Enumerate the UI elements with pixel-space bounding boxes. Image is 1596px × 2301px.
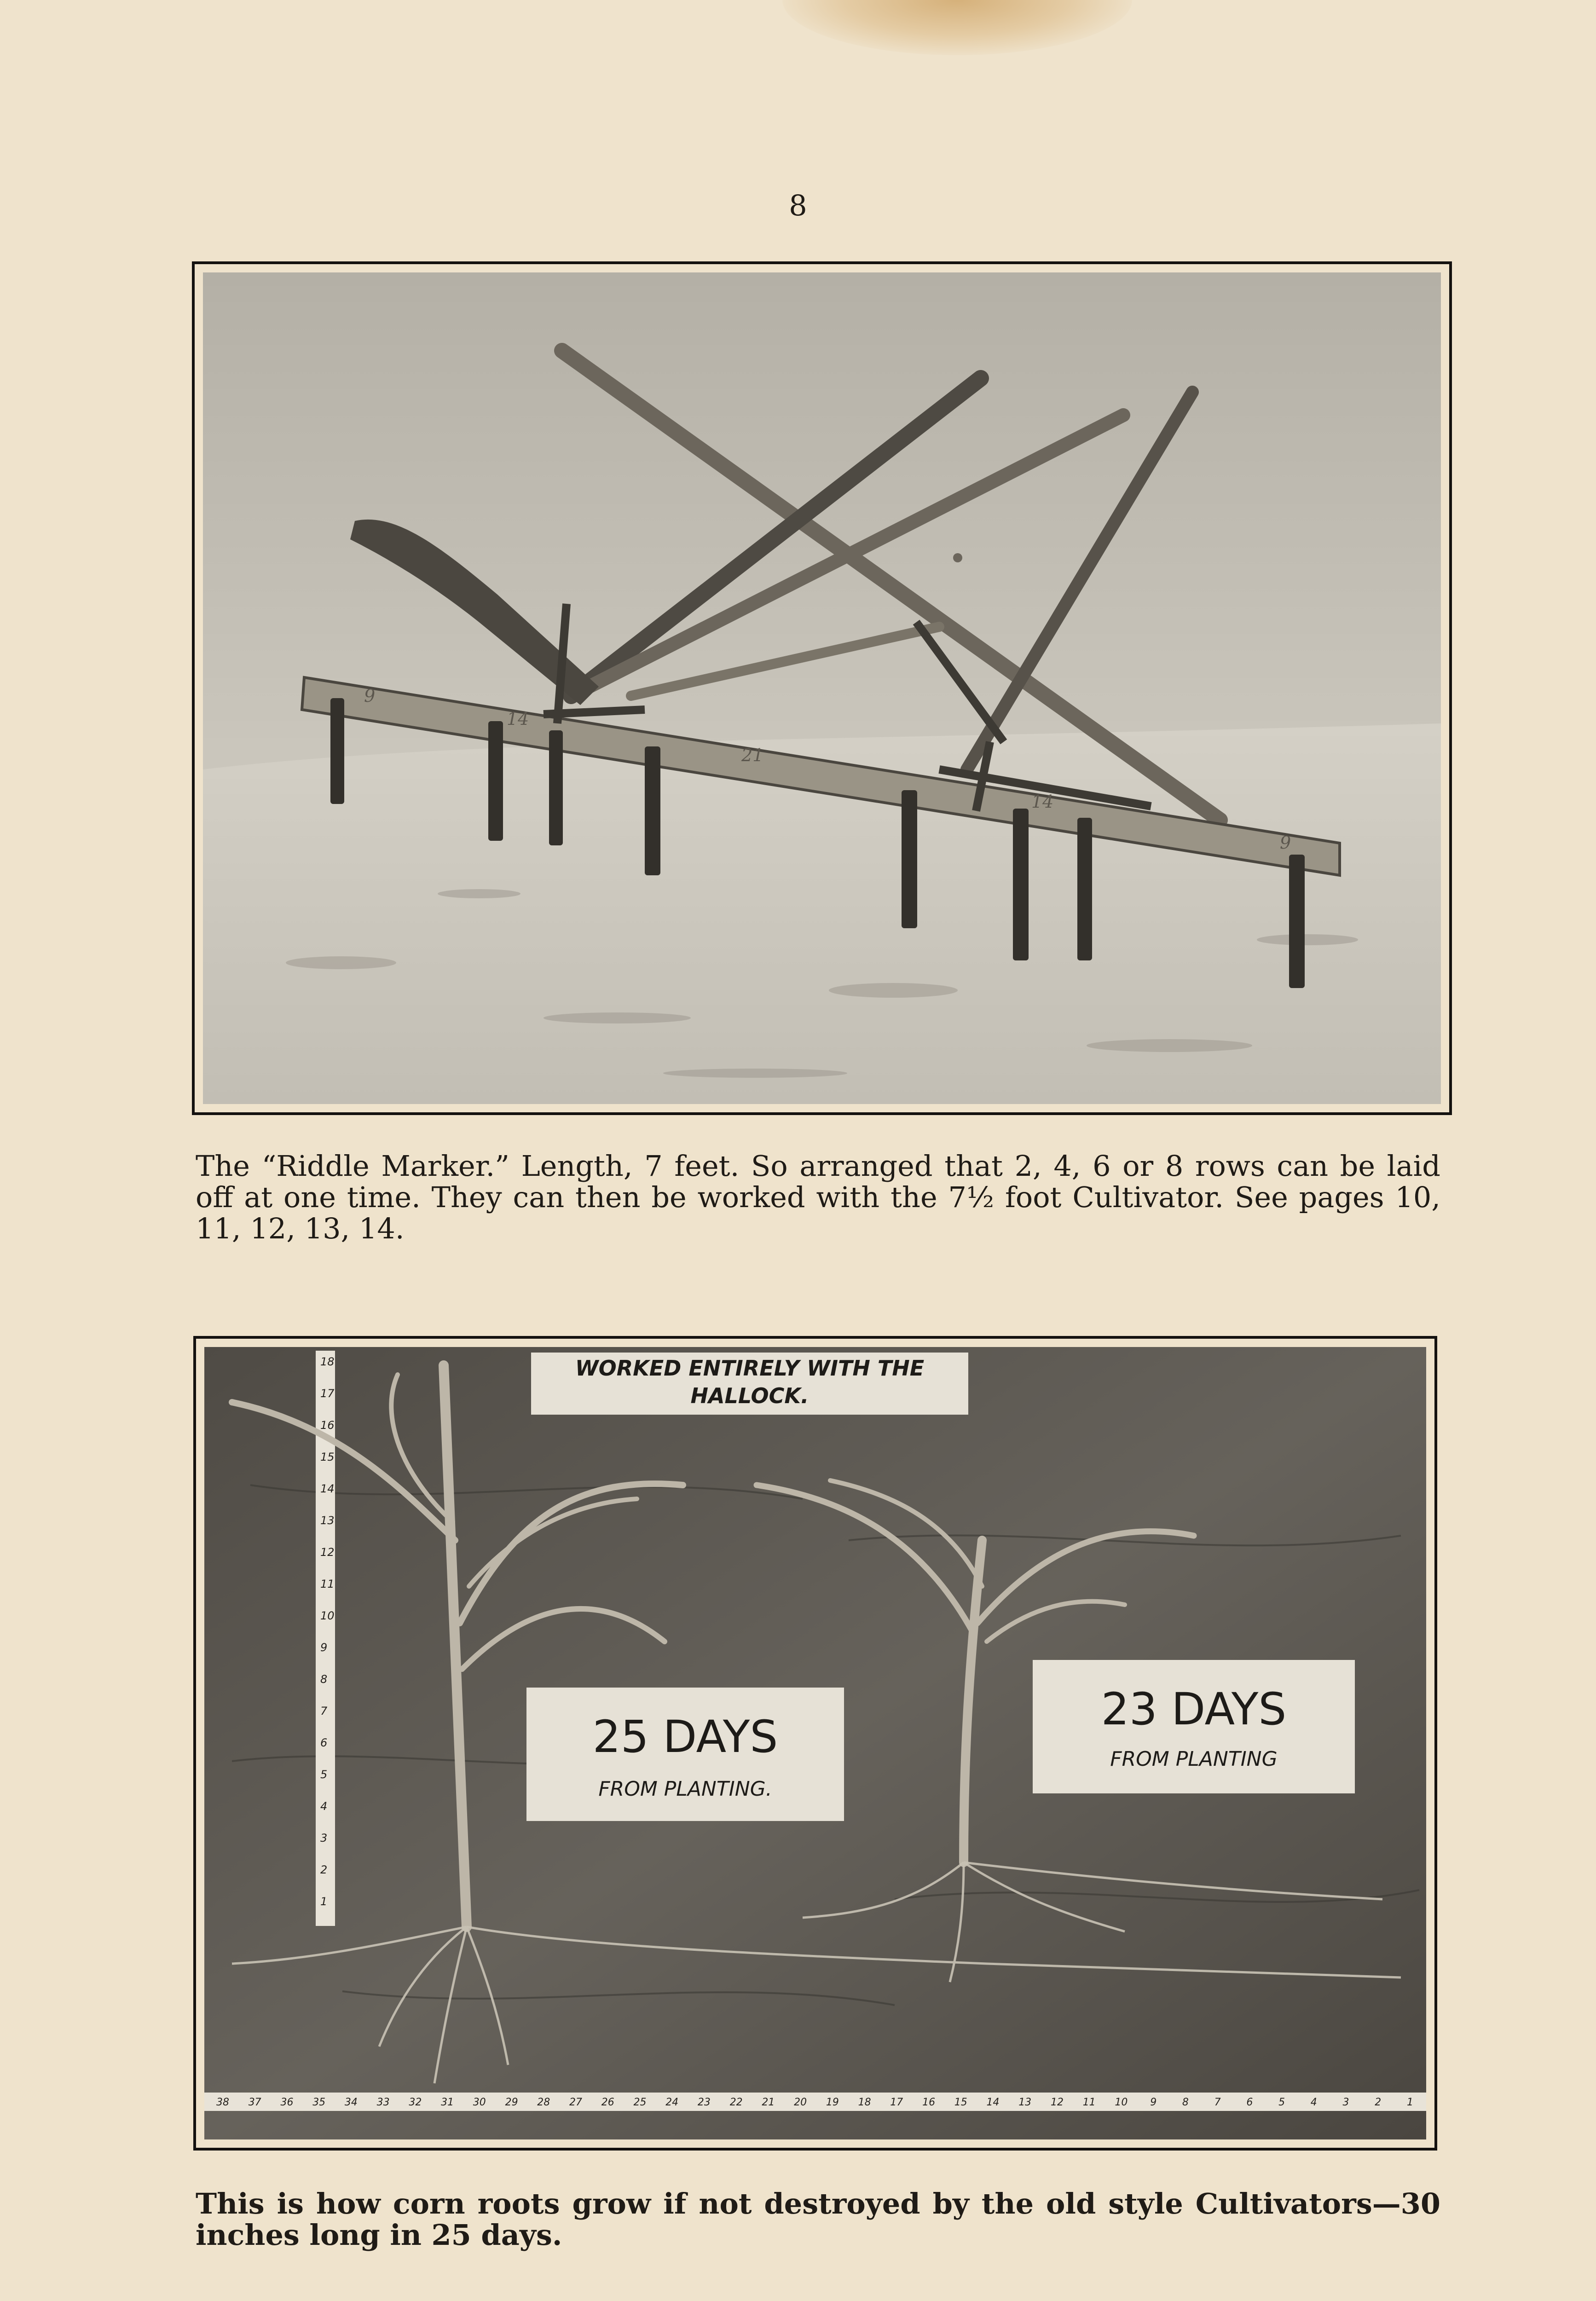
vruler-tick-12: 12 xyxy=(320,1546,335,1559)
hruler-tick-8: 8 xyxy=(1182,2097,1189,2108)
vruler-tick-1: 1 xyxy=(320,1895,328,1908)
corn-roots-photo xyxy=(193,1336,1437,2151)
sign-25-days-big: 25 DAYS xyxy=(592,1711,778,1763)
sign-worked-line2: HALLOCK. xyxy=(690,1383,809,1408)
hruler-tick-10: 10 xyxy=(1115,2097,1128,2108)
hruler-tick-5: 5 xyxy=(1278,2097,1285,2108)
hruler-tick-9: 9 xyxy=(1150,2097,1157,2108)
hruler-tick-11: 11 xyxy=(1082,2097,1096,2108)
vruler-tick-11: 11 xyxy=(320,1578,335,1590)
beam-mark-1: 9 xyxy=(364,686,376,706)
hruler-tick-15: 15 xyxy=(954,2097,967,2108)
hruler-tick-33: 33 xyxy=(376,2097,390,2108)
hruler-tick-36: 36 xyxy=(280,2097,294,2108)
hruler-tick-27: 27 xyxy=(569,2097,582,2108)
vruler-tick-18: 18 xyxy=(320,1355,335,1368)
hruler-tick-32: 32 xyxy=(409,2097,422,2108)
sign-23-days-big: 23 DAYS xyxy=(1101,1683,1287,1735)
vruler-tick-15: 15 xyxy=(320,1451,335,1463)
sign-25-days-small: FROM PLANTING. xyxy=(598,1777,772,1801)
hruler-tick-23: 23 xyxy=(697,2097,711,2108)
hruler-tick-29: 29 xyxy=(505,2097,518,2108)
hruler-tick-31: 31 xyxy=(441,2097,454,2108)
hruler-tick-6: 6 xyxy=(1246,2097,1253,2108)
hruler-tick-30: 30 xyxy=(473,2097,486,2108)
riddle-marker-caption: The “Riddle Marker.” Length, 7 feet. So arranged that 2, 4, 6 or 8 rows can be laid off at one time. They can then be worked with the 7½ foot Cultivator. See pages 10, 11, 12, 13, 14. xyxy=(196,1149,1440,1245)
vruler-tick-9: 9 xyxy=(320,1641,328,1654)
hruler-tick-24: 24 xyxy=(665,2097,679,2108)
hruler-tick-19: 19 xyxy=(826,2097,839,2108)
hruler-tick-22: 22 xyxy=(729,2097,743,2108)
beam-mark-4: 14 xyxy=(1031,792,1054,812)
hruler-tick-37: 37 xyxy=(248,2097,261,2108)
hruler-tick-3: 3 xyxy=(1342,2097,1349,2108)
hruler-tick-20: 20 xyxy=(794,2097,807,2108)
vruler-tick-6: 6 xyxy=(320,1736,328,1749)
hruler-tick-16: 16 xyxy=(922,2097,936,2108)
hruler-tick-21: 21 xyxy=(762,2097,775,2108)
corn-roots-caption: This is how corn roots grow if not destroyed by the old style Cultivators—30 inches long in 25 days. xyxy=(196,2187,1440,2252)
riddle-marker-illustration xyxy=(203,272,1441,1104)
hruler-tick-1: 1 xyxy=(1407,2097,1413,2108)
hruler-tick-26: 26 xyxy=(601,2097,614,2108)
corn-roots-illustration xyxy=(204,1347,1426,2139)
hruler-tick-34: 34 xyxy=(344,2097,358,2108)
beam-mark-3: 21 xyxy=(741,745,764,765)
beam-mark-5: 9 xyxy=(1280,833,1291,853)
hruler-tick-38: 38 xyxy=(216,2097,229,2108)
vruler-tick-5: 5 xyxy=(320,1768,328,1781)
hruler-tick-4: 4 xyxy=(1310,2097,1317,2108)
hruler-tick-25: 25 xyxy=(633,2097,647,2108)
hruler-tick-7: 7 xyxy=(1214,2097,1221,2108)
hruler-tick-2: 2 xyxy=(1375,2097,1382,2108)
vruler-tick-14: 14 xyxy=(320,1482,335,1495)
riddle-marker-photo xyxy=(192,261,1452,1115)
beam-mark-2: 14 xyxy=(507,709,529,729)
vruler-tick-17: 17 xyxy=(320,1387,335,1400)
vruler-tick-10: 10 xyxy=(320,1609,335,1622)
sign-worked-line1: WORKED ENTIRELY WITH THE xyxy=(575,1356,925,1381)
vruler-tick-4: 4 xyxy=(320,1800,328,1813)
page-number: 8 xyxy=(789,189,807,222)
paper-stain xyxy=(782,0,1132,55)
vruler-tick-3: 3 xyxy=(320,1832,328,1844)
hruler-tick-18: 18 xyxy=(858,2097,871,2108)
hruler-tick-13: 13 xyxy=(1018,2097,1032,2108)
vruler-tick-16: 16 xyxy=(320,1419,335,1432)
hruler-tick-12: 12 xyxy=(1051,2097,1064,2108)
vruler-tick-13: 13 xyxy=(320,1514,335,1527)
hruler-tick-28: 28 xyxy=(537,2097,550,2108)
hruler-tick-17: 17 xyxy=(890,2097,903,2108)
vruler-tick-8: 8 xyxy=(320,1673,328,1686)
hruler-tick-14: 14 xyxy=(986,2097,1000,2108)
vruler-tick-2: 2 xyxy=(320,1863,328,1876)
sign-23-days-small: FROM PLANTING xyxy=(1110,1747,1278,1771)
vruler-tick-7: 7 xyxy=(320,1705,328,1717)
hruler-tick-35: 35 xyxy=(312,2097,326,2108)
